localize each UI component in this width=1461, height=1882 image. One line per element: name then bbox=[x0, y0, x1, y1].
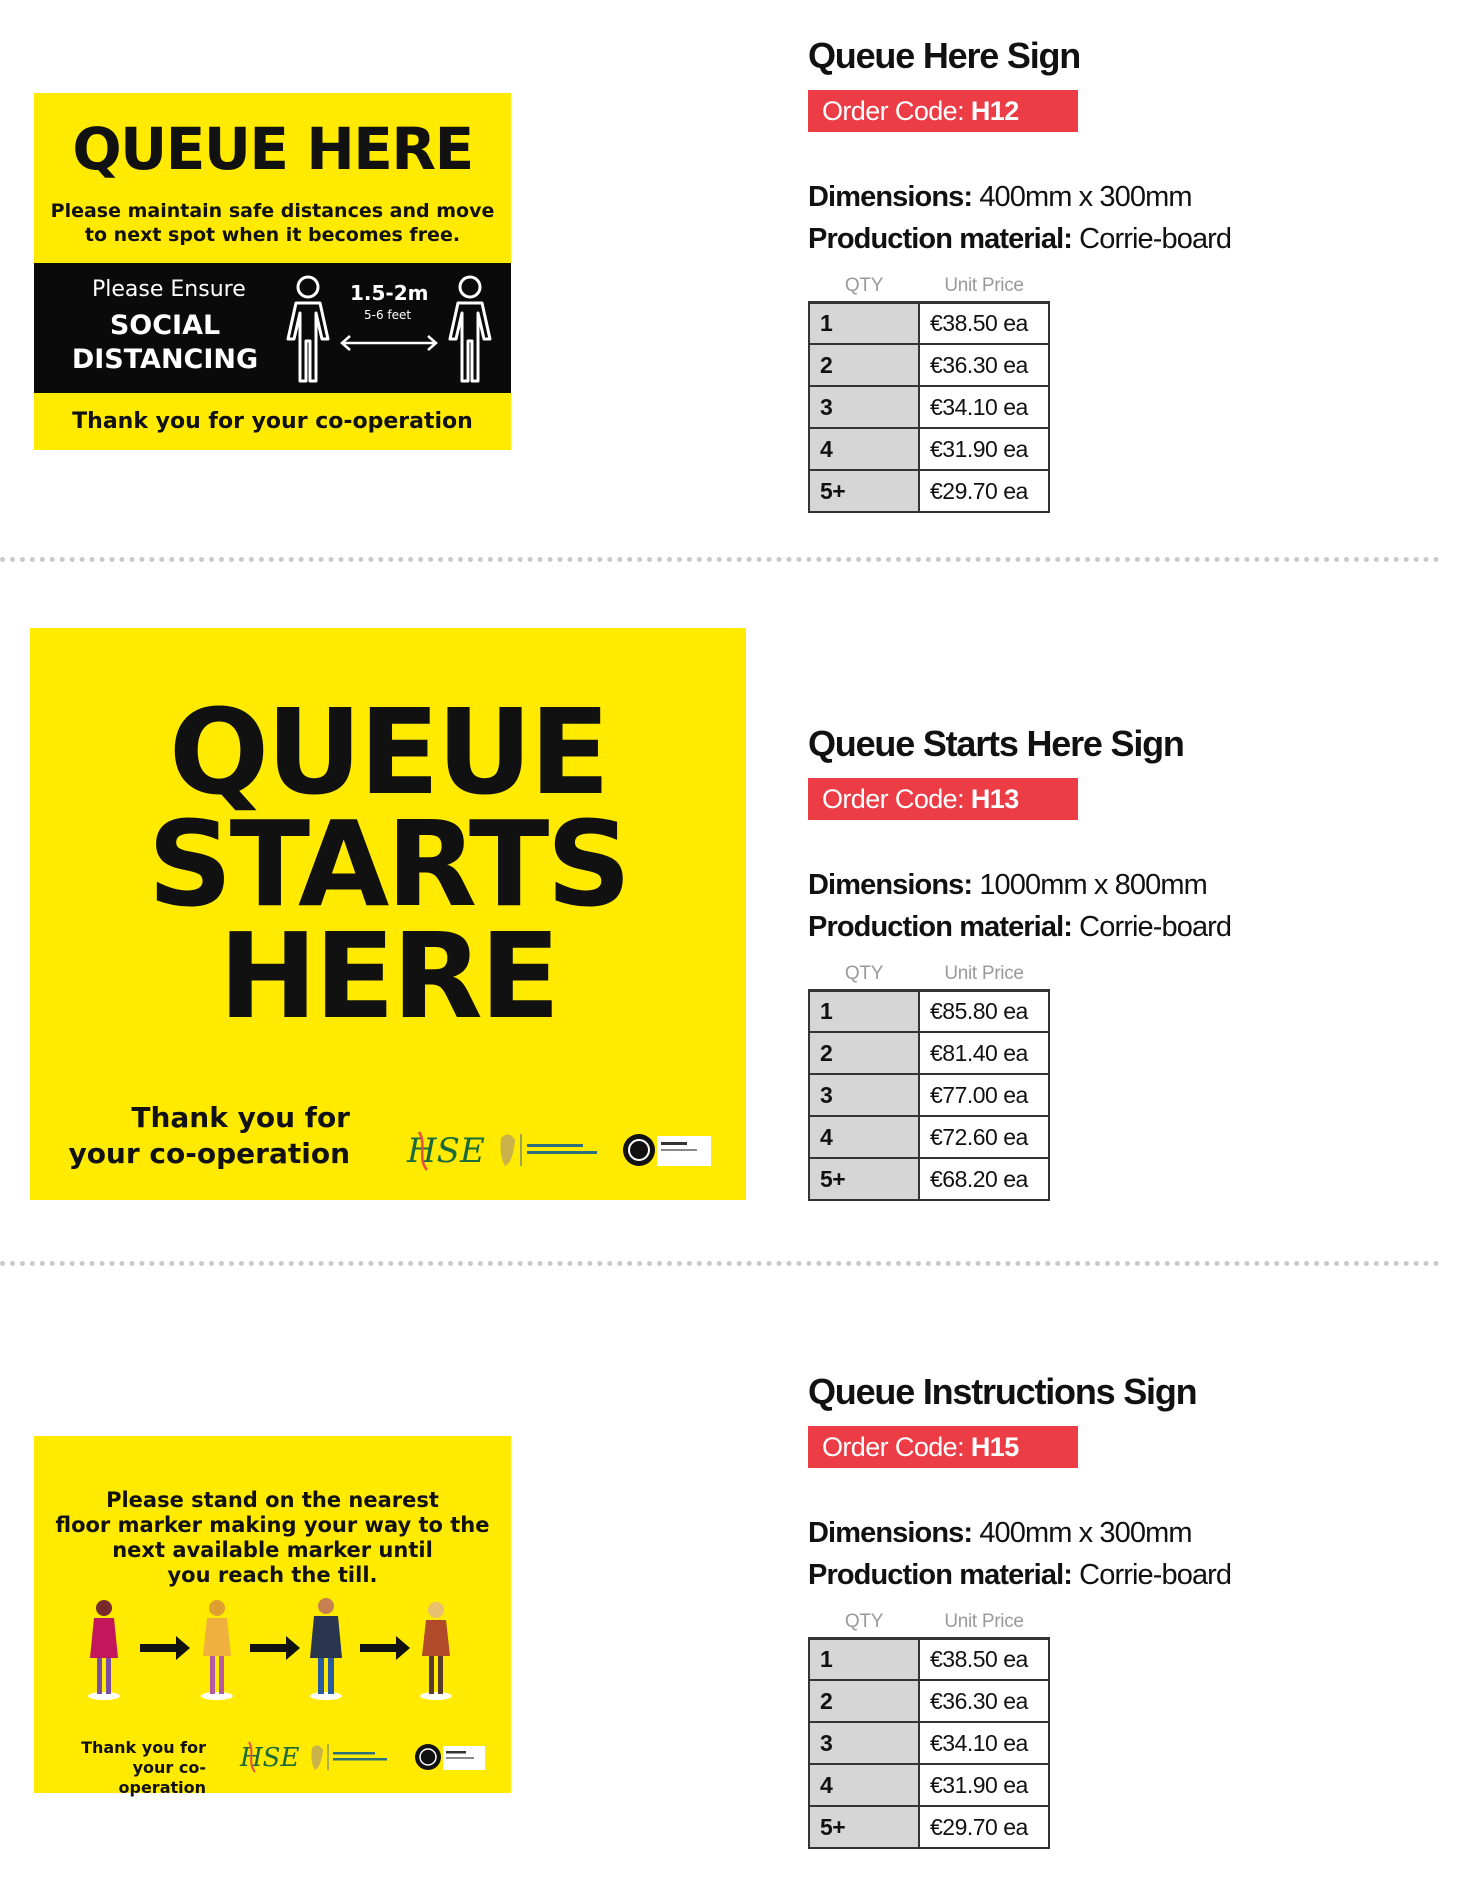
sign-title: QUEUE HERE bbox=[72, 115, 473, 183]
hse-logo bbox=[239, 1742, 299, 1773]
instruction-line: next available marker until bbox=[112, 1538, 433, 1562]
dimensions-value: 400mm x 300mm bbox=[979, 1517, 1192, 1549]
price-cell: €38.50 ea bbox=[919, 302, 1049, 344]
material-value: Corrie-board bbox=[1079, 223, 1232, 255]
table-row bbox=[809, 1680, 1049, 1722]
partner-logos bbox=[238, 1736, 488, 1776]
instruction-line: Please stand on the nearest bbox=[106, 1488, 439, 1512]
distance-meters: 1.5-2m bbox=[350, 281, 429, 305]
price-table bbox=[808, 960, 1050, 1201]
material-label: Production material: bbox=[808, 911, 1072, 943]
queue-people-illustration bbox=[84, 1596, 464, 1704]
table-row bbox=[809, 1638, 1049, 1680]
qty-cell: 4 bbox=[809, 1764, 919, 1806]
queue-starts-here-sign-image bbox=[30, 628, 746, 1200]
qty-header: QTY bbox=[844, 275, 884, 297]
material-label: Production material: bbox=[808, 223, 1072, 255]
product-queue-starts-here bbox=[0, 570, 1461, 1260]
section-divider bbox=[0, 1261, 1440, 1266]
product-title: Queue Instructions Sign bbox=[808, 1371, 1197, 1412]
person-icon bbox=[201, 1600, 233, 1700]
arrow-right-icon bbox=[140, 1636, 190, 1660]
sign-thanks bbox=[60, 1100, 350, 1172]
queue-here-sign-image bbox=[34, 93, 511, 450]
unit-price-header: Unit Price bbox=[944, 963, 1024, 985]
qty-cell: 4 bbox=[809, 1116, 919, 1158]
dimensions-row bbox=[808, 864, 1428, 906]
order-code-value: H13 bbox=[970, 784, 1019, 814]
please-ensure-text: Please Ensure bbox=[92, 277, 246, 302]
thanks-line: Thank you for bbox=[131, 1101, 350, 1134]
order-code-label: Order Code: bbox=[822, 1432, 964, 1462]
person-icon bbox=[420, 1602, 452, 1700]
unit-price-header: Unit Price bbox=[944, 275, 1024, 297]
table-row bbox=[809, 1032, 1049, 1074]
product-info bbox=[808, 34, 1428, 513]
order-code-label: Order Code: bbox=[822, 784, 964, 814]
person-icon bbox=[310, 1598, 342, 1700]
price-cell: €72.60 ea bbox=[919, 1116, 1049, 1158]
material-row bbox=[808, 1554, 1428, 1596]
sign-thanks bbox=[54, 1738, 206, 1798]
qty-cell: 5+ bbox=[809, 1158, 919, 1200]
table-row bbox=[809, 1116, 1049, 1158]
table-row bbox=[809, 1806, 1049, 1848]
table-row bbox=[809, 1722, 1049, 1764]
table-row bbox=[809, 990, 1049, 1032]
qty-cell: 3 bbox=[809, 386, 919, 428]
social-line: DISTANCING bbox=[71, 344, 259, 375]
product-title: Queue Starts Here Sign bbox=[808, 723, 1184, 764]
sign-title-line: HERE bbox=[218, 907, 558, 1045]
sign-thanks: Thank you for your co-operation bbox=[72, 409, 473, 434]
sign-title-line: QUEUE bbox=[168, 683, 608, 821]
price-cell: €77.00 ea bbox=[919, 1074, 1049, 1116]
table-row bbox=[809, 1158, 1049, 1200]
table-row bbox=[809, 302, 1049, 344]
dimensions-label: Dimensions: bbox=[808, 1517, 973, 1549]
sign-instructions bbox=[34, 1488, 511, 1588]
unit-price-header: Unit Price bbox=[944, 1611, 1024, 1633]
qty-cell: 3 bbox=[809, 1074, 919, 1116]
partner-logos bbox=[405, 1124, 715, 1174]
price-cell: €81.40 ea bbox=[919, 1032, 1049, 1074]
qty-cell: 4 bbox=[809, 428, 919, 470]
product-info bbox=[808, 1370, 1428, 1849]
social-distancing-text bbox=[54, 309, 276, 377]
covid-seal-logo bbox=[415, 1744, 485, 1770]
price-cell: €38.50 ea bbox=[919, 1638, 1049, 1680]
svg-text:HSE: HSE bbox=[407, 1131, 485, 1171]
instruction-line: you reach the till. bbox=[167, 1563, 378, 1587]
price-cell: €34.10 ea bbox=[919, 1722, 1049, 1764]
sign-title bbox=[30, 683, 746, 1045]
material-label: Production material: bbox=[808, 1559, 1072, 1591]
order-code-value: H15 bbox=[970, 1432, 1019, 1462]
product-queue-instructions bbox=[0, 1270, 1461, 1882]
material-row bbox=[808, 218, 1428, 260]
dimensions-row bbox=[808, 176, 1428, 218]
order-code-badge bbox=[808, 778, 1078, 820]
price-table bbox=[808, 272, 1050, 513]
distance-feet: 5-6 feet bbox=[364, 308, 412, 322]
product-title: Queue Here Sign bbox=[808, 35, 1081, 76]
government-of-ireland-logo bbox=[501, 1134, 598, 1166]
hse-logo bbox=[406, 1131, 485, 1171]
dimensions-value: 1000mm x 800mm bbox=[979, 869, 1207, 901]
section-divider bbox=[0, 557, 1440, 562]
order-code-badge bbox=[808, 1426, 1078, 1468]
qty-cell: 3 bbox=[809, 1722, 919, 1764]
qty-cell: 5+ bbox=[809, 1806, 919, 1848]
government-of-ireland-logo bbox=[311, 1744, 387, 1770]
qty-header: QTY bbox=[844, 963, 884, 985]
person-icon bbox=[88, 1600, 120, 1700]
sign-subtitle-line: Please maintain safe distances and move bbox=[50, 200, 495, 222]
dimensions-value: 400mm x 300mm bbox=[979, 181, 1192, 213]
table-row bbox=[809, 1764, 1049, 1806]
qty-cell: 2 bbox=[809, 1032, 919, 1074]
table-row bbox=[809, 1074, 1049, 1116]
dimensions-row bbox=[808, 1512, 1428, 1554]
material-value: Corrie-board bbox=[1079, 911, 1232, 943]
qty-cell: 5+ bbox=[809, 470, 919, 512]
covid-seal-logo bbox=[623, 1134, 711, 1166]
order-code-value: H12 bbox=[970, 96, 1019, 126]
table-row bbox=[809, 344, 1049, 386]
price-cell: €85.80 ea bbox=[919, 990, 1049, 1032]
social-distancing-band bbox=[34, 263, 511, 393]
price-cell: €29.70 ea bbox=[919, 470, 1049, 512]
arrow-right-icon bbox=[360, 1636, 410, 1660]
table-row bbox=[809, 386, 1049, 428]
price-cell: €31.90 ea bbox=[919, 428, 1049, 470]
sign-subtitle bbox=[34, 199, 511, 247]
price-cell: €36.30 ea bbox=[919, 1680, 1049, 1722]
product-queue-here bbox=[0, 0, 1461, 560]
thanks-line: your co-operation bbox=[68, 1137, 350, 1170]
price-table bbox=[808, 1608, 1050, 1849]
queue-instructions-sign-image bbox=[34, 1436, 511, 1797]
qty-cell: 2 bbox=[809, 344, 919, 386]
price-cell: €34.10 ea bbox=[919, 386, 1049, 428]
material-row bbox=[808, 906, 1428, 948]
qty-cell: 1 bbox=[809, 302, 919, 344]
dimensions-label: Dimensions: bbox=[808, 869, 973, 901]
qty-cell: 1 bbox=[809, 1638, 919, 1680]
arrow-right-icon bbox=[250, 1636, 300, 1660]
price-cell: €68.20 ea bbox=[919, 1158, 1049, 1200]
sign-subtitle-line: to next spot when it becomes free. bbox=[84, 224, 461, 246]
price-cell: €36.30 ea bbox=[919, 344, 1049, 386]
qty-cell: 1 bbox=[809, 990, 919, 1032]
table-row bbox=[809, 470, 1049, 512]
product-info bbox=[808, 722, 1428, 1201]
material-value: Corrie-board bbox=[1079, 1559, 1232, 1591]
sign-title-line: STARTS bbox=[147, 795, 629, 933]
dimensions-label: Dimensions: bbox=[808, 181, 973, 213]
thanks-line: your co-operation bbox=[118, 1758, 206, 1797]
qty-header: QTY bbox=[844, 1611, 884, 1633]
svg-text:HSE: HSE bbox=[240, 1743, 300, 1773]
price-cell: €29.70 ea bbox=[919, 1806, 1049, 1848]
order-code-badge bbox=[808, 90, 1078, 132]
order-code-label: Order Code: bbox=[822, 96, 964, 126]
qty-cell: 2 bbox=[809, 1680, 919, 1722]
thanks-line: Thank you for bbox=[81, 1738, 206, 1757]
price-cell: €31.90 ea bbox=[919, 1764, 1049, 1806]
instruction-line: floor marker making your way to the bbox=[55, 1513, 490, 1537]
table-row bbox=[809, 428, 1049, 470]
social-line: SOCIAL bbox=[109, 310, 221, 341]
